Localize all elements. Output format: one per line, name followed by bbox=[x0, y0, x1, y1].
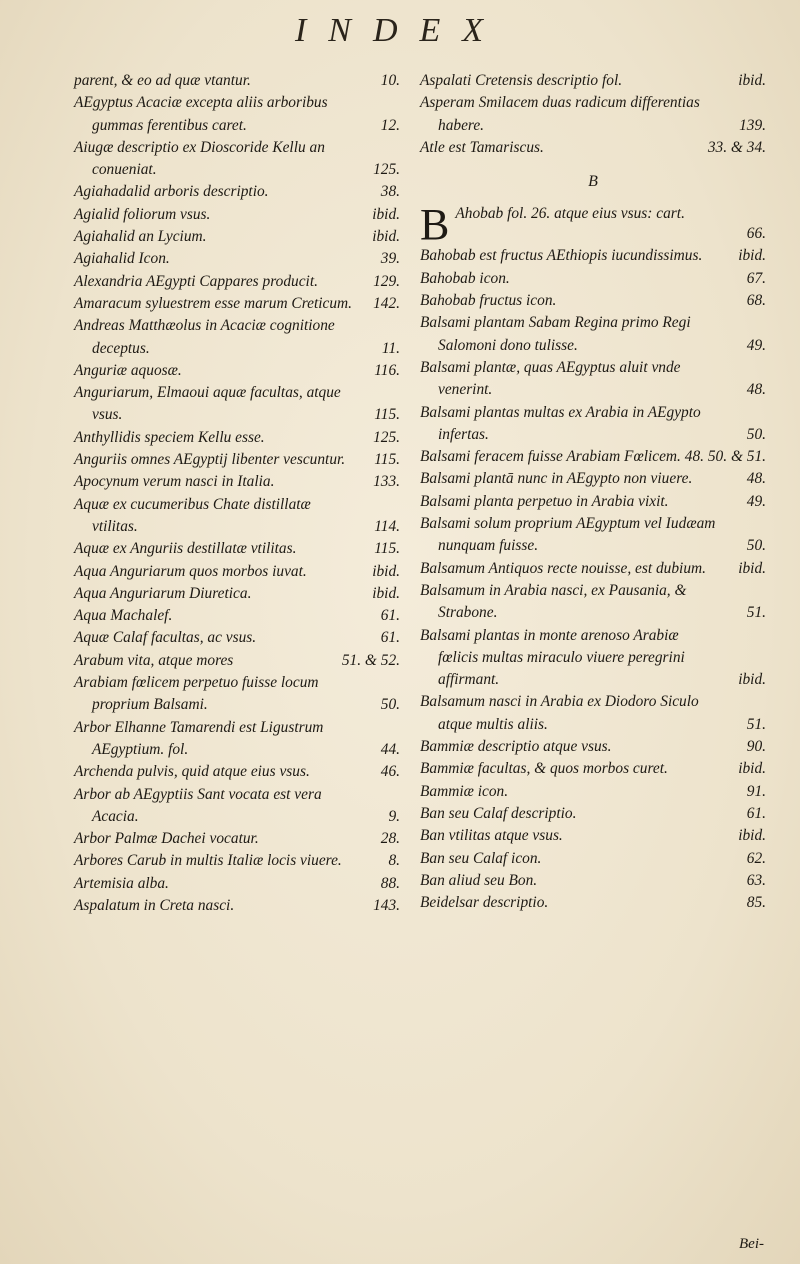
entry-text: Bammiæ descriptio atque vsus. bbox=[420, 738, 612, 756]
entry-page: 90. bbox=[746, 738, 766, 756]
entry-text: Alexandria AEgypti Cappares producit. bbox=[74, 272, 318, 290]
entry-text: Apocynum verum nasci in Italia. bbox=[74, 473, 275, 491]
index-entry bbox=[420, 691, 766, 736]
entry-text: Arbores Carub in multis Italiæ locis viuere. bbox=[74, 852, 342, 870]
index-entry bbox=[420, 491, 766, 513]
index-entry bbox=[74, 360, 400, 382]
entry-list-a-tail bbox=[420, 70, 766, 159]
entry-text: Aquæ ex Anguriis destillatæ vtilitas. bbox=[74, 540, 297, 558]
entry-page: 129. bbox=[373, 272, 400, 290]
index-entry bbox=[74, 538, 400, 560]
entry-page: 51. & 52. bbox=[341, 651, 400, 669]
index-entry bbox=[74, 382, 400, 427]
entry-page: ibid. bbox=[738, 671, 766, 689]
entry-page: 139. bbox=[739, 116, 766, 134]
entry-text: Aquæ ex cucumeribus Chate distillatæ vtilitas. bbox=[74, 495, 311, 535]
entry-text: Balsami feracem fuisse Arabiam Fœlicem. bbox=[420, 448, 681, 466]
index-entry bbox=[74, 561, 400, 583]
entry-text: Aspalati Cretensis descriptio fol. bbox=[420, 72, 623, 89]
entry-text: Ban aliud seu Bon. bbox=[420, 871, 538, 889]
entry-text: Balsamum nasci in Arabia ex Diodoro Siculo atque multis aliis. bbox=[420, 693, 699, 733]
entry-text: Atle est Tamariscus. bbox=[420, 138, 544, 156]
entry-page: 48. 50. & 51. bbox=[684, 448, 766, 466]
index-entry bbox=[420, 268, 766, 290]
entry-page: 115. bbox=[374, 406, 400, 424]
index-entry bbox=[74, 92, 400, 137]
index-entry bbox=[74, 873, 400, 895]
entry-page: ibid. bbox=[738, 827, 766, 845]
index-entry bbox=[420, 290, 766, 312]
entry-page: ibid. bbox=[372, 584, 400, 602]
entry-text: Balsami plantæ, quas AEgyptus aluit vnde venerint. bbox=[420, 358, 681, 399]
entry-page: 62. bbox=[746, 849, 766, 867]
index-entry bbox=[420, 312, 766, 357]
entry-page: ibid. bbox=[738, 247, 766, 265]
index-entry bbox=[420, 781, 766, 803]
entry-text: Aquæ Calaf facultas, ac vsus. bbox=[74, 629, 257, 647]
drop-cap: B bbox=[420, 200, 450, 250]
index-entry bbox=[74, 583, 400, 605]
index-entry bbox=[74, 449, 400, 471]
entry-text: Bahobab fructus icon. bbox=[420, 292, 557, 310]
index-entry bbox=[74, 605, 400, 627]
entry-text: Anguriæ aquosæ. bbox=[74, 361, 182, 379]
entry-text: Agiahadalid arboris descriptio. bbox=[74, 183, 269, 201]
entry-page: ibid. bbox=[372, 228, 400, 246]
entry-page: 91. bbox=[746, 782, 766, 800]
entry-text: Asperam Smilacem duas radicum differentias habere. bbox=[420, 94, 700, 134]
index-entry bbox=[74, 672, 400, 717]
entry-page: 114. bbox=[374, 517, 400, 535]
index-entry bbox=[74, 315, 400, 360]
entry-text: Anguriis omnes AEgyptij libenter vescuntur. bbox=[74, 451, 346, 469]
index-entry bbox=[74, 293, 400, 315]
index-entry bbox=[74, 494, 400, 539]
entry-text: Bahobab est fructus AEthiopis iucundissimus. bbox=[420, 247, 703, 265]
index-entry bbox=[420, 402, 766, 447]
entry-text: Ban seu Calaf descriptio. bbox=[420, 804, 577, 822]
entry-text: Agialid foliorum vsus. bbox=[74, 205, 211, 223]
index-entry bbox=[420, 137, 766, 159]
entry-text: Balsami planta perpetuo in Arabia vixit. bbox=[420, 492, 669, 510]
entry-text: Balsami plantam Sabam Regina primo Regi Salomoni dono tulisse. bbox=[420, 314, 691, 354]
entry-text: Arbor Elhanne Tamarendi est Ligustrum AEgyptium. fol. bbox=[74, 718, 324, 758]
index-entry bbox=[74, 627, 400, 649]
entry-page: 33. & 34. bbox=[707, 138, 766, 156]
entry-list-b bbox=[420, 245, 766, 914]
entry-page: 51. bbox=[746, 604, 766, 622]
entry-text: Aspalatum in Creta nasci. bbox=[74, 896, 235, 914]
entry-text: Aqua Machalef. bbox=[74, 607, 173, 625]
index-entry bbox=[420, 870, 766, 892]
index-entry bbox=[74, 70, 400, 92]
index-entry bbox=[74, 850, 400, 872]
index-entry bbox=[420, 892, 766, 914]
entry-text: Ban seu Calaf icon. bbox=[420, 849, 542, 867]
entry-text: Aqua Anguriarum Diuretica. bbox=[74, 584, 252, 602]
entry-text: Archenda pulvis, quid atque eius vsus. bbox=[74, 763, 310, 781]
entry-page: 46. bbox=[380, 763, 400, 781]
index-entry bbox=[74, 204, 400, 226]
index-entry bbox=[420, 736, 766, 758]
entry-text: Arabum vita, atque mores bbox=[74, 651, 234, 669]
index-entry bbox=[74, 828, 400, 850]
entry-page: 142. bbox=[373, 294, 400, 312]
entry-page: 125. bbox=[373, 161, 400, 179]
entry-page: 44. bbox=[380, 740, 400, 758]
entry-text: Arbor ab AEgyptiis Sant vocata est vera Acacia. bbox=[74, 785, 322, 825]
entry-list-left bbox=[74, 70, 400, 917]
entry-text: Bammiæ icon. bbox=[420, 782, 509, 800]
index-entry bbox=[420, 803, 766, 825]
index-entry bbox=[74, 650, 400, 672]
entry-page: ibid. bbox=[738, 72, 766, 89]
index-entry bbox=[420, 513, 766, 558]
entry-text: Balsami plantas multas ex Arabia in AEgypto infertas. bbox=[420, 403, 701, 443]
entry-page: ibid. bbox=[372, 562, 400, 580]
index-entry bbox=[420, 245, 766, 267]
entry-page: 50. bbox=[380, 696, 400, 714]
index-entry bbox=[74, 784, 400, 829]
entry-text: Anthyllidis speciem Kellu esse. bbox=[74, 428, 265, 446]
entry-text: Beidelsar descriptio. bbox=[420, 894, 549, 912]
entry-text: Bahobab icon. bbox=[420, 269, 510, 287]
entry-page: ibid. bbox=[372, 205, 400, 223]
index-column-left bbox=[74, 70, 400, 917]
index-entry bbox=[74, 271, 400, 293]
entry-text: Ban vtilitas atque vsus. bbox=[420, 827, 563, 845]
entry-text: Amaracum syluestrem esse marum Creticum. bbox=[74, 294, 352, 312]
entry-text: parent, & eo ad quæ vtantur. bbox=[74, 72, 251, 89]
entry-text: Aiugæ descriptio ex Dioscoride Kellu an conueniat. bbox=[74, 138, 325, 179]
entry-page: 61. bbox=[380, 629, 400, 647]
entry-page: 12. bbox=[380, 116, 400, 134]
entry-page: 49. bbox=[746, 336, 766, 354]
entry-page: ibid. bbox=[738, 559, 766, 577]
index-entry bbox=[420, 758, 766, 780]
entry-page: 67. bbox=[746, 269, 766, 287]
entry-page: 116. bbox=[374, 361, 400, 379]
index-entry bbox=[74, 248, 400, 270]
entry-page: 85. bbox=[746, 894, 766, 912]
entry-page: 68. bbox=[746, 292, 766, 310]
index-entry bbox=[74, 226, 400, 248]
index-entry bbox=[420, 92, 766, 137]
entry-page: 125. bbox=[373, 428, 400, 446]
index-entry bbox=[420, 825, 766, 847]
index-entry bbox=[420, 357, 766, 402]
entry-page: 61. bbox=[380, 607, 400, 625]
index-entry-first-b bbox=[420, 200, 766, 250]
page-title: INDEX bbox=[294, 12, 506, 49]
entry-page: 48. bbox=[746, 381, 766, 399]
entry-text: Agiahalid an Lycium. bbox=[74, 228, 207, 246]
entry-page: 88. bbox=[380, 874, 400, 892]
catchword: Bei- bbox=[739, 1236, 764, 1252]
index-column-right bbox=[420, 70, 766, 914]
entry-page: 50. bbox=[746, 425, 766, 443]
entry-text: Arbor Palmæ Dachei vocatur. bbox=[74, 830, 259, 848]
entry-page: 38. bbox=[380, 183, 400, 201]
entry-page: 49. bbox=[746, 492, 766, 510]
entry-text: Andreas Matthæolus in Acaciæ cognitione deceptus. bbox=[74, 317, 335, 357]
entry-text: AEgyptus Acaciæ excepta aliis arboribus gummas ferentibus caret. bbox=[74, 94, 328, 134]
entry-page: 28. bbox=[380, 830, 400, 848]
index-entry bbox=[420, 558, 766, 580]
index-entry bbox=[74, 895, 400, 917]
entry-page: 9. bbox=[388, 807, 400, 825]
entry-text: Anguriarum, Elmaoui aquæ facultas, atque vsus. bbox=[74, 384, 341, 424]
entry-text: Balsami plantas in monte arenoso Arabiæ fœlicis multas miraculo viuere peregrini affirmant. bbox=[420, 626, 685, 689]
section-letter-b: B bbox=[588, 173, 598, 191]
index-entry bbox=[74, 761, 400, 783]
entry-text: Balsami solum proprium AEgyptum vel Iudæam nunquam fuisse. bbox=[420, 515, 716, 555]
entry-page: 50. bbox=[746, 537, 766, 555]
entry-page: ibid. bbox=[738, 760, 766, 778]
index-entry bbox=[74, 427, 400, 449]
entry-page: 39. bbox=[380, 250, 400, 268]
entry-text: Balsamum in Arabia nasci, ex Pausania, & Strabone. bbox=[420, 581, 687, 622]
entry-page: 51. bbox=[746, 715, 766, 733]
entry-page: 61. bbox=[746, 804, 766, 822]
entry-page: 115. bbox=[374, 540, 400, 558]
index-entry bbox=[420, 848, 766, 870]
entry-text: Arabiam fœlicem perpetuo fuisse locum proprium Balsami. bbox=[74, 674, 319, 714]
entry-page: 11. bbox=[381, 339, 400, 357]
entry-page: 10. bbox=[380, 72, 400, 89]
entry-text: Artemisia alba. bbox=[74, 874, 169, 892]
entry-page: 63. bbox=[746, 871, 766, 889]
index-entry bbox=[74, 471, 400, 493]
index-entry bbox=[420, 446, 766, 468]
entry-text: Balsamum Antiquos recte nouisse, est dubium. bbox=[420, 559, 706, 577]
index-entry bbox=[420, 625, 766, 692]
entry-page: 115. bbox=[374, 451, 400, 469]
entry-text: Ahobab fol. 26. atque eius vsus: cart. bbox=[455, 205, 685, 223]
entry-page: 133. bbox=[373, 473, 400, 491]
entry-text: Bammiæ facultas, & quos morbos curet. bbox=[420, 760, 668, 778]
entry-text: Balsami plantā nunc in AEgypto non viuere. bbox=[420, 470, 693, 488]
index-entry bbox=[74, 137, 400, 182]
index-entry bbox=[420, 468, 766, 490]
index-entry bbox=[420, 580, 766, 625]
entry-text: Aqua Anguriarum quos morbos iuvat. bbox=[74, 562, 307, 580]
entry-text: Agiahalid Icon. bbox=[74, 250, 170, 268]
index-entry bbox=[420, 70, 766, 92]
entry-page: 143. bbox=[373, 896, 400, 914]
index-entry bbox=[74, 181, 400, 203]
entry-page: 66. bbox=[746, 225, 766, 243]
entry-page: 8. bbox=[388, 852, 400, 870]
index-entry bbox=[74, 717, 400, 762]
entry-page: 48. bbox=[746, 470, 766, 488]
